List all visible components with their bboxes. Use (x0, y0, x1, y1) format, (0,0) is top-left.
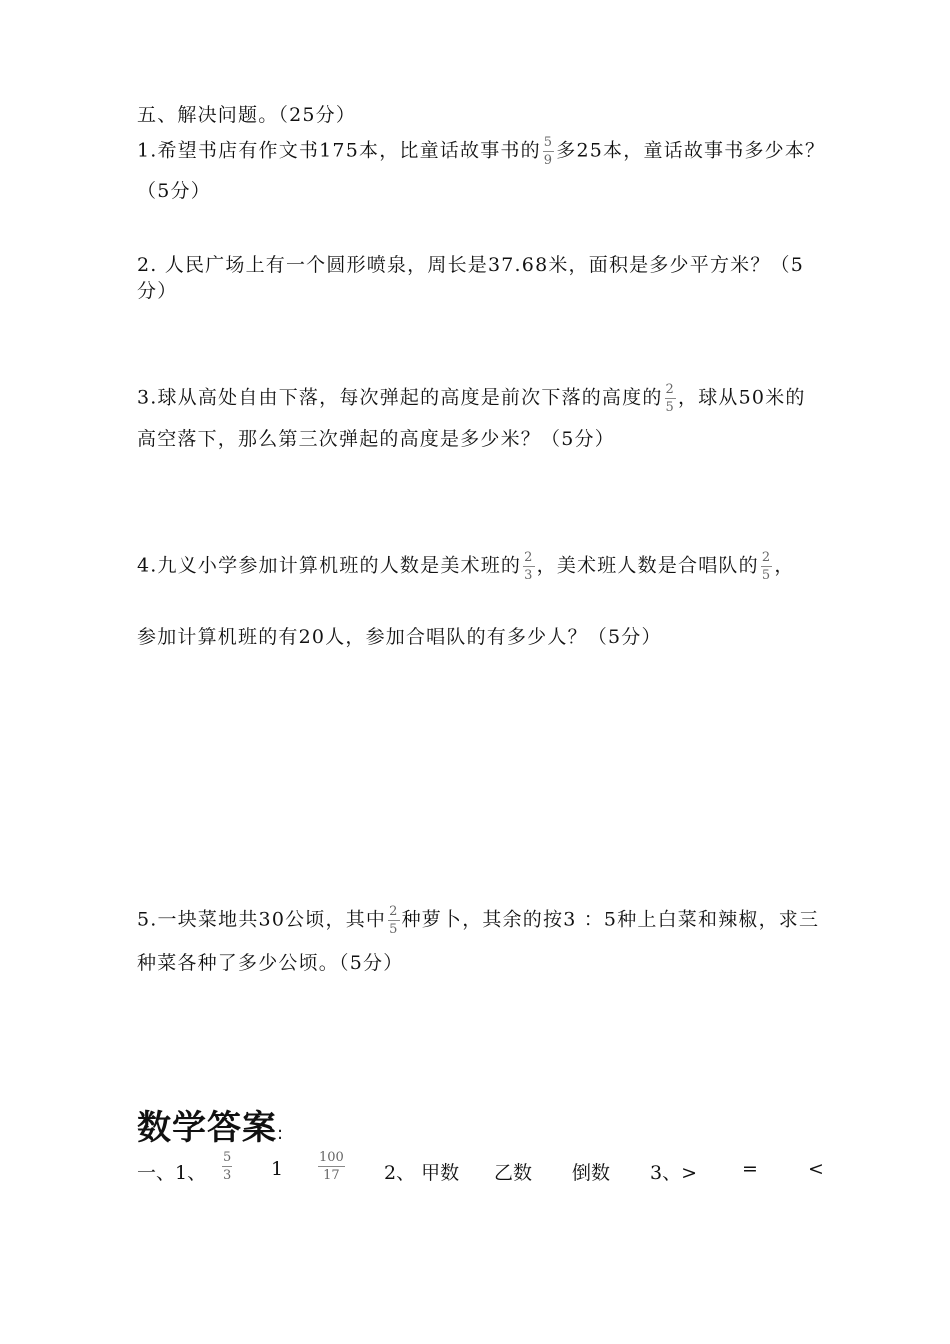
answer-fraction-2-numerator: 100 (319, 1150, 344, 1165)
section-title: 五、解决问题。（25分） (137, 104, 357, 126)
answer-part-2: 2、 甲数 (384, 1162, 460, 1184)
question-2-line-1: 2. 人民广场上有一个圆形喷泉，周长是37.68米，面积是多少平方米？（5 (137, 254, 805, 276)
answer-part-2c: 倒数 (572, 1162, 611, 1184)
question-3-line-1 (137, 382, 806, 415)
q4-fraction-2-denominator: 5 (761, 568, 772, 583)
q3-fraction-denominator: 5 (665, 400, 676, 415)
q1-text-b: 多25本，童话故事书多少本？ (556, 139, 826, 162)
question-5-line-1 (137, 904, 819, 937)
q1-text-a: 1.希望书店有作文书175本，比童话故事书的 (137, 139, 541, 162)
q4-fraction-2 (761, 550, 772, 583)
answer-fraction-1-denominator: 3 (223, 1168, 232, 1183)
question-1-line-2: （5分） (137, 180, 211, 202)
answer-part-2b: 乙数 (494, 1162, 533, 1184)
q3-fraction-numerator: 2 (665, 382, 676, 397)
q4-fraction-1-denominator: 3 (524, 568, 534, 583)
answer-equals: = (742, 1158, 758, 1180)
answers-heading-text: 数学答案 (137, 1108, 277, 1148)
q4-fraction-1-numerator: 2 (524, 550, 534, 565)
question-5-line-2: 种菜各种了多少公顷。（5分） (137, 952, 404, 974)
answer-less-than: < (808, 1158, 824, 1180)
question-2-line-2: 分） (137, 280, 178, 302)
q3-text-b: ，球从50米的 (678, 386, 806, 409)
question-3-line-2: 高空落下，那么第三次弹起的高度是多少米？（5分） (137, 428, 615, 450)
answers-heading-colon: : (277, 1123, 285, 1144)
q5-fraction (388, 904, 399, 937)
q4-fraction-2-numerator: 2 (761, 550, 772, 565)
answer-fraction-1 (220, 1150, 234, 1183)
answer-fraction-1-numerator: 5 (223, 1150, 232, 1165)
answer-fraction-2-denominator: 17 (323, 1168, 340, 1183)
question-1-line-1 (137, 135, 825, 168)
q5-fraction-denominator: 5 (389, 922, 399, 937)
question-4-line-1 (137, 550, 795, 583)
q3-fraction (665, 382, 676, 415)
q5-text-b: 种萝卜，其余的按3 ：5种上白菜和辣椒，求三 (401, 908, 820, 931)
q4-text-b: ，美术班人数是合唱队的 (536, 554, 759, 577)
answers-heading (137, 1100, 284, 1149)
q4-fraction-1 (523, 550, 534, 583)
q5-fraction-numerator: 2 (389, 904, 399, 919)
answer-prefix: 一、1、 (137, 1162, 207, 1184)
q5-text-a: 5.一块菜地共30公顷，其中 (137, 908, 387, 931)
answer-part-3: 3、> (650, 1162, 698, 1184)
q1-fraction (543, 135, 554, 168)
q1-fraction-denominator: 9 (543, 153, 554, 168)
answer-fraction-2 (316, 1150, 347, 1183)
q4-text-a: 4.九义小学参加计算机班的人数是美术班的 (137, 554, 522, 577)
q1-fraction-numerator: 5 (543, 135, 554, 150)
question-4-line-2: 参加计算机班的有20人，参加合唱队的有多少人？（5分） (137, 626, 662, 648)
answer-value-1: 1 (271, 1158, 284, 1180)
q3-text-a: 3.球从高处自由下落，每次弹起的高度是前次下落的高度的 (137, 386, 663, 409)
q4-text-c: ， (774, 554, 795, 577)
